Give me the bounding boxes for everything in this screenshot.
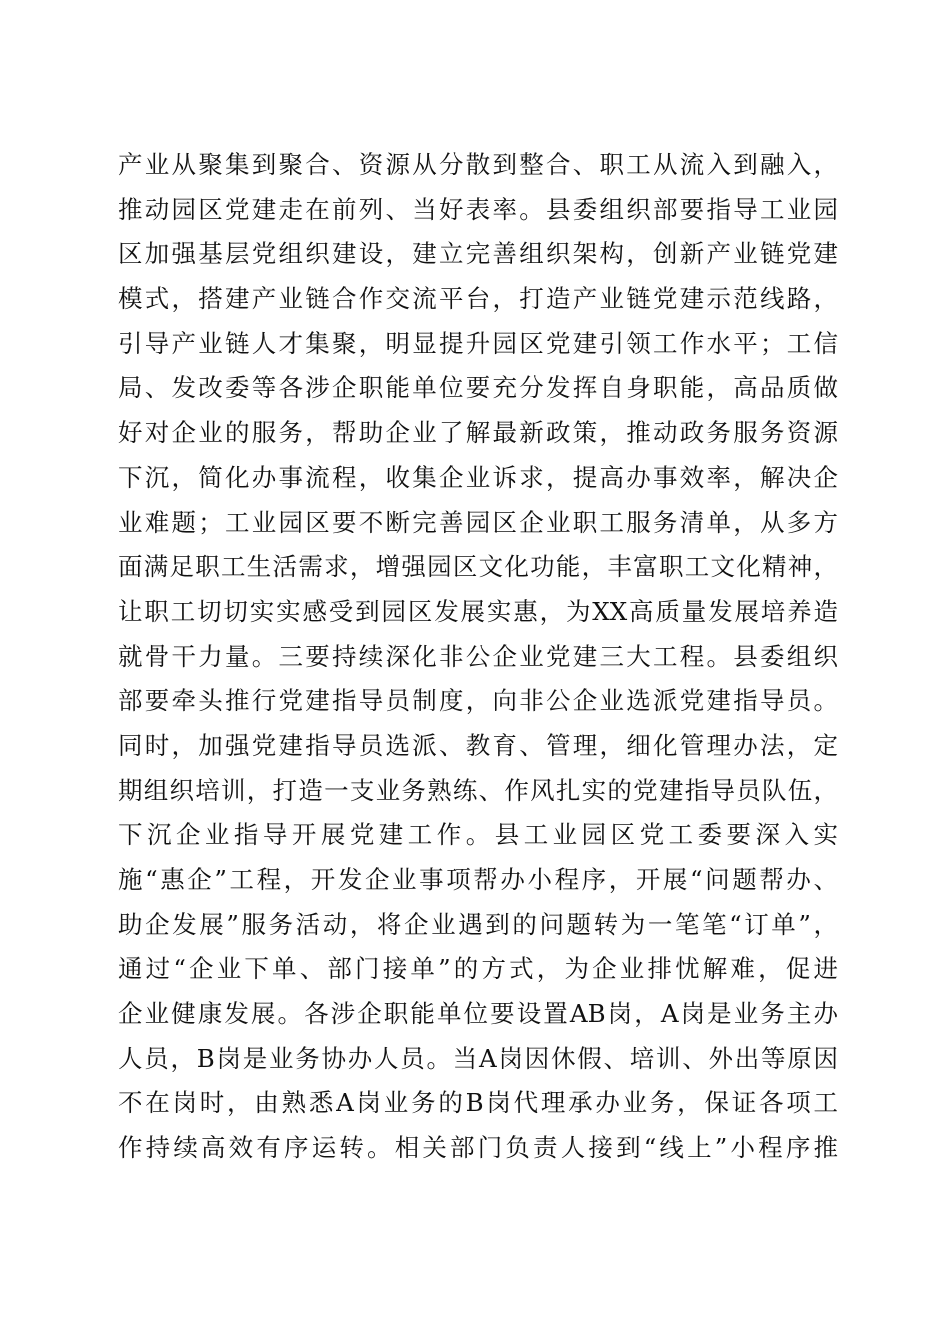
text-line-23: 作持续高效有序运转。相关部门负责人接到“线上”小程序推 [118, 1133, 838, 1163]
body-paragraph [118, 143, 838, 1171]
text-line-19: 通过“企业下单、部门接单”的方式，为企业排忧解难，促进 [118, 954, 838, 984]
text-line-5: 引导产业链人才集聚，明显提升园区党建引领工作水平；工信 [118, 328, 838, 358]
text-line-7: 好对企业的服务，帮助企业了解最新政策，推动政务服务资源 [118, 418, 838, 448]
text-line-21: 人员，B岗是业务协办人员。当A岗因休假、培训、外出等原因 [118, 1043, 838, 1073]
text-line-8: 下沉，简化办事流程，收集企业诉求，提高办事效率，解决企 [118, 462, 838, 492]
text-line-17: 施“惠企”工程，开发企业事项帮办小程序，开展“问题帮办、 [118, 865, 838, 894]
text-line-22: 不在岗时，由熟悉A岗业务的B岗代理承办业务，保证各项工 [118, 1088, 838, 1118]
text-line-3: 区加强基层党组织建设，建立完善组织架构，创新产业链党建 [118, 239, 838, 269]
text-line-14: 同时，加强党建指导员选派、教育、管理，细化管理办法，定 [118, 730, 838, 760]
text-line-1: 产业从聚集到聚合、资源从分散到整合、职工从流入到融入， [118, 150, 838, 179]
text-line-11: 让职工切切实实感受到园区发展实惠，为XX高质量发展培养造 [118, 596, 838, 626]
text-line-16: 下沉企业指导开展党建工作。县工业园区党工委要深入实 [118, 820, 838, 850]
text-line-12: 就骨干力量。三要持续深化非公企业党建三大工程。县委组织 [118, 641, 838, 671]
text-line-4: 模式，搭建产业链合作交流平台，打造产业链党建示范线路， [118, 284, 838, 314]
text-line-10: 面满足职工生活需求，增强园区文化功能，丰富职工文化精神， [118, 552, 838, 582]
text-line-13: 部要牵头推行党建指导员制度，向非公企业选派党建指导员。 [118, 686, 838, 716]
text-line-9: 业难题；工业园区要不断完善园区企业职工服务清单，从多方 [118, 507, 838, 537]
text-line-18: 助企发展”服务活动，将企业遇到的问题转为一笔笔“订单”， [118, 909, 838, 939]
text-line-15: 期组织培训，打造一支业务熟练、作风扎实的党建指导员队伍， [118, 775, 838, 805]
text-line-6: 局、发改委等各涉企职能单位要充分发挥自身职能，高品质做 [118, 373, 838, 403]
text-line-20: 企业健康发展。各涉企职能单位要设置AB岗，A岗是业务主办 [118, 999, 838, 1029]
text-line-2: 推动园区党建走在前列、当好表率。县委组织部要指导工业园 [118, 194, 838, 224]
